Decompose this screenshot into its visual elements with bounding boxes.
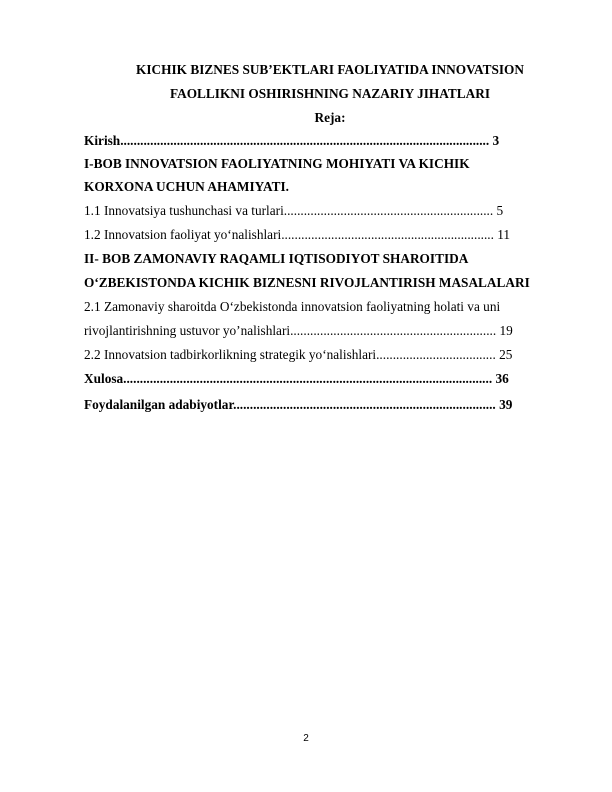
toc-entry-2-2: 2.2 Innovatsion tadbirkorlikning strategik yo‘nalishlari.................................... 25: [84, 347, 513, 362]
toc-entry-kirish: Kirish............................................................................................................... 3: [84, 133, 500, 148]
toc-chapter-1-line-1: I-BOB INNOVATSION FAOLIYATNING MOHIYATI VA KICHIK: [84, 156, 470, 171]
toc-entry-adabiyotlar: Foydalanilgan adabiyotlar............................................................................... 39: [84, 397, 513, 412]
toc-entry-1-2: 1.2 Innovatsion faoliyat yo‘nalishlari................................................................ 11: [84, 227, 511, 242]
toc-entry-xulosa: Xulosa............................................................................................................... 36: [84, 371, 509, 386]
toc-chapter-1-line-2: KORXONA UCHUN AHAMIYATI.: [84, 179, 290, 194]
plan-heading: Reja:: [314, 110, 346, 125]
page-number: 2: [303, 733, 309, 744]
toc-chapter-2-line-1: II- BOB ZAMONAVIY RAQAMLI IQTISODIYOT SHAROITIDA: [84, 251, 469, 266]
toc-entry-2-1-line-1: 2.1 Zamonaviy sharoitda O‘zbekistonda innovatsion faoliyatning holati va uni: [84, 299, 501, 314]
document-title-line-1: KICHIK BIZNES SUB’EKTLARI FAOLIYATIDA INNOVATSION: [136, 62, 524, 77]
toc-entry-2-1-line-2: rivojlantirishning ustuvor yo’nalishlari.............................................................. 19: [84, 323, 513, 338]
toc-entry-1-1: 1.1 Innovatsiya tushunchasi va turlari............................................................... 5: [84, 203, 504, 218]
toc-chapter-2-line-2: O‘ZBEKISTONDA KICHIK BIZNESNI RIVOJLANTIRISH MASALALARI: [84, 275, 530, 290]
document-title-line-2: FAOLLIKNI OSHIRISHNING NAZARIY JIHATLARI: [169, 86, 491, 101]
